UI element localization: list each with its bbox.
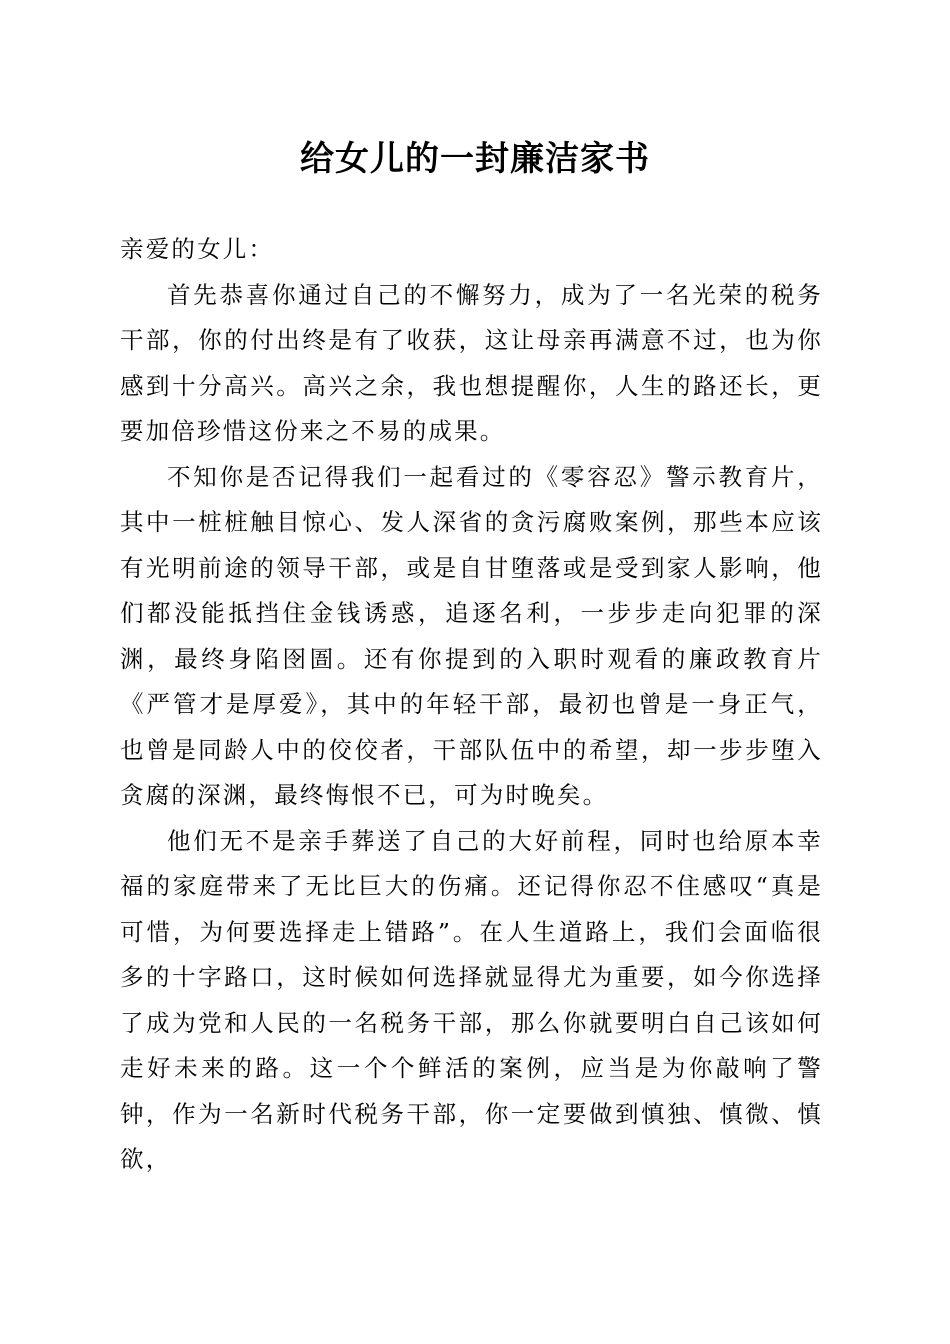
letter-body — [120, 227, 823, 1183]
paragraph-1: 首先恭喜你通过自己的不懈努力，成为了一名光荣的税务干部，你的付出终是有了收获，这让母亲再满意不过，也为你感到十分高兴。高兴之余，我也想提醒你，人生的路还长，更要加倍珍惜这份来之不易的成果。 — [120, 280, 823, 445]
document-title: 给女儿的一封廉洁家书 — [300, 139, 650, 179]
paragraph-2: 不知你是否记得我们一起看过的《零容忍》警示教育片，其中一桩桩触目惊心、发人深省的贪污腐败案例，那些本应该有光明前途的领导干部，或是自甘堕落或是受到家人影响，他们都没能抵挡住金钱诱惑，追逐名利，一步步走向犯罪的深渊，最终身陷囹圄。还有你提到的入职时观看的廉政教育片《严管才是厚爱》，其中的年轻干部，最初也曾是一身正气，也曾是同龄人中的佼佼者，干部队伍中的希望，却一步步堕入贪腐的深渊，最终悔恨不已，可为时晚矣。 — [120, 462, 823, 809]
salutation: 亲爱的女儿： — [120, 235, 275, 263]
paragraph-3: 他们无不是亲手葬送了自己的大好前程，同时也给原本幸福的家庭带来了无比巨大的伤痛。还记得你忍不住感叹“真是可惜，为何要选择走上错路”。在人生道路上，我们会面临很多的十字路口，这时候如何选择就显得尤为重要，如今你选择了成为党和人民的一名税务干部，那么你就要明白自己该如何走好未来的路。这一个个鲜活的案例，应当是为你敲响了警钟，作为一名新时代税务干部，你一定要做到慎独、慎微、慎欲， — [120, 826, 823, 1173]
